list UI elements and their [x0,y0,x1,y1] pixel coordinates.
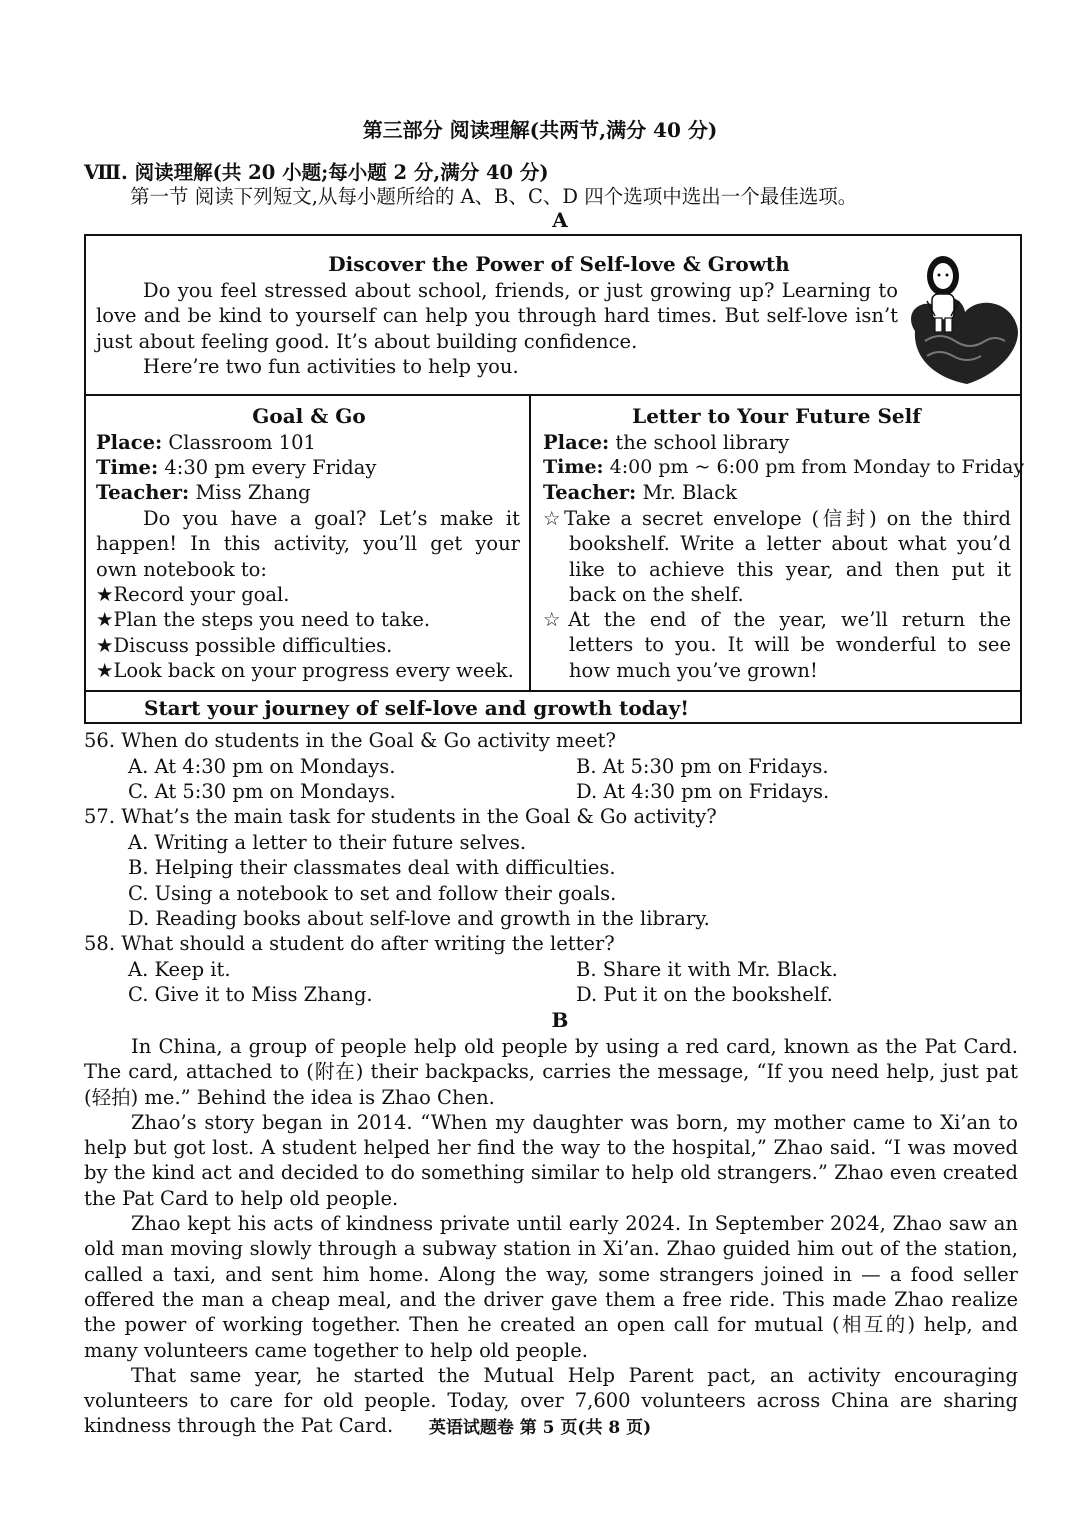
paragraph: In China, a group of people help old people by using a red card, known as the Pat Card. The card, attached to (附在) their backpacks, carries the message, “If you need help, just pat (轻拍) me.” Behind the idea is Zhao Chen. [84,1035,1018,1109]
option: A. At 4:30 pm on Mondays. [128,755,396,778]
divider [84,394,1022,396]
paragraph: Zhao’s story began in 2014. “When my daughter was born, my mother came to Xi’an to help but got lost. A student helped her find the way to the hospital,” Zhao said. “I was moved by the kind act and decided to do something similar to help old strangers.” Zhao even created the Pat Card to help old people. [84,1110,1018,1210]
paragraph: That same year, he started the Mutual Help Parent pact, an activity encouraging volunteers to care for old people. Today, over 7,600 volunteers across China are sharing kindness through the Pat Card. [84,1363,1018,1438]
passage-b-body [84,1034,1018,1439]
option: D. Reading books about self-love and growth in the library. [128,907,710,930]
passage-a-letter: A [552,208,568,232]
goal-go-time: Time: 4:30 pm every Friday [96,456,377,479]
option: C. At 5:30 pm on Mondays. [128,780,396,803]
section-title: 第三部分 阅读理解(共两节,满分 40 分) [362,118,718,142]
goal-go-title: Goal & Go [252,404,366,428]
future-self-title: Letter to Your Future Self [632,404,921,428]
future-self-place: Place: the school library [543,431,790,454]
list-item: ☆Take a secret envelope (信封) on the third bookshelf. Write a letter about what you’d like to achieve this year, and then put it back on the shelf. [543,507,1011,606]
part-label: Ⅷ. 阅读理解(共 20 小题;每小题 2 分,满分 40 分) [84,161,549,184]
list-item: ★Record your goal. [96,583,290,606]
passage-a-title: Discover the Power of Self-love & Growth [328,252,790,276]
part-instruction: 第一节 阅读下列短文,从每小题所给的 A、B、C、D 四个选项中选出一个最佳选项。 [130,185,858,208]
goal-go-body: Do you have a goal? Let’s make it happen! In this activity, you’ll get your own notebook to: [96,507,520,581]
page-footer: 英语试题卷 第 5 页(共 8 页) [428,1418,652,1438]
goal-go-place: Place: Classroom 101 [96,431,316,454]
question-56: 56. When do students in the Goal & Go activity meet? [84,729,616,752]
passage-a-closing: Start your journey of self-love and growth today! [144,696,689,720]
list-item: ★Discuss possible difficulties. [96,633,393,657]
option: C. Give it to Miss Zhang. [128,983,373,1006]
future-self-teacher: Teacher: Mr. Black [543,481,737,504]
option: A. Keep it. [128,958,231,981]
list-item: ★Plan the steps you need to take. [96,608,431,632]
future-self-list [543,506,1011,683]
intro-paragraph-2: Here’re two fun activities to help you. [143,354,519,378]
option: B. Helping their classmates deal with difficulties. [128,856,616,879]
passage-a-intro [96,278,898,379]
passage-b-letter: B [551,1008,569,1032]
paragraph: Zhao kept his acts of kindness private until early 2024. In September 2024, Zhao saw an old man moving slowly through a subway station in Xi’an. Zhao guided him out of the station, called a taxi, and sent him home. Along the way, some strangers joined in — a food seller offered the man a cheap meal, and the driver gave them a free ride. This made Zhao realize the power of working together. Then he created an open call for mutual (相互的) help, and many volunteers came together to help old people. [84,1212,1018,1362]
option: D. Put it on the bookshelf. [576,983,833,1006]
divider [529,395,531,690]
list-item: ☆At the end of the year, we’ll return the letters to you. It will be wonderful to see how much you’ve grown! [543,608,1011,682]
option: A. Writing a letter to their future selves. [128,831,527,854]
divider [84,690,1022,692]
goal-go-teacher: Teacher: Miss Zhang [96,481,311,504]
future-self-time: Time: 4:00 pm ~ 6:00 pm from Monday to Friday [543,456,1025,478]
option: D. At 4:30 pm on Fridays. [576,780,830,803]
girl-on-heart-illustration [905,246,1020,386]
question-57: 57. What’s the main task for students in the Goal & Go activity? [84,805,717,828]
list-item: ★Look back on your progress every week. [96,658,514,682]
intro-paragraph: Do you feel stressed about school, friends, or just growing up? Learning to love and be kind to yourself can help you through hard times. But self-love isn’t just about feeling good. It’s about building confidence. [96,279,898,353]
option: B. Share it with Mr. Black. [576,958,838,981]
goal-go-list [96,582,514,683]
option: C. Using a notebook to set and follow their goals. [128,882,617,905]
question-58: 58. What should a student do after writing the letter? [84,932,615,955]
option: B. At 5:30 pm on Fridays. [576,755,829,778]
